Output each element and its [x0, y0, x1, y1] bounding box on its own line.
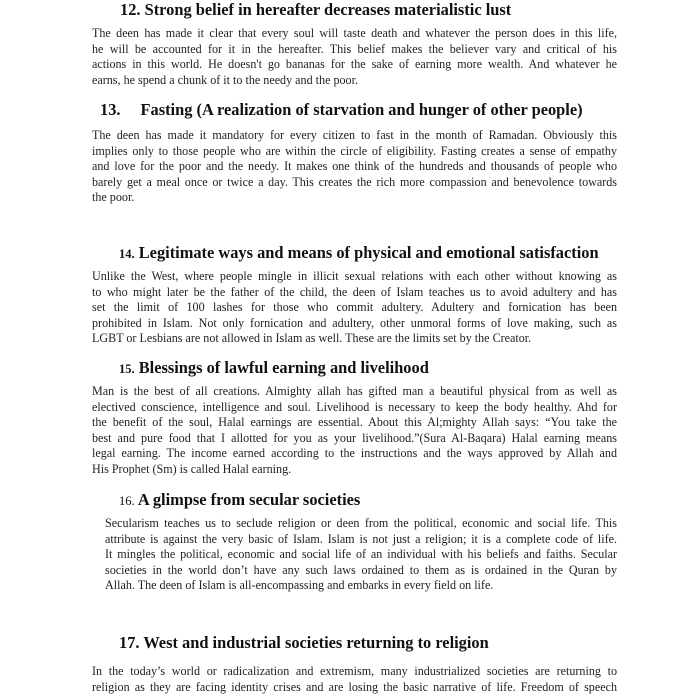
- section-title: A glimpse from secular societies: [137, 490, 361, 509]
- section-body-13: [92, 128, 617, 206]
- section-title: Strong belief in hereafter decreases materialistic lust: [144, 0, 512, 19]
- body-line: and love for the poor and the needy. It makes one think of the hundreds and thousands of people who: [92, 159, 617, 174]
- section-number: 15.: [119, 362, 135, 376]
- section-body-16: [105, 516, 617, 594]
- body-line: electived conscience, intelligence and soul. Livelihood is necessary to keep the body healthy. Ahd for: [92, 399, 617, 414]
- body-line: It mingles the political, economic and social life of an individual with his beliefs and faiths. Secular: [105, 547, 617, 562]
- body-line: LGBT or Lesbians are not allowed in Islam as well. These are the limits set by the Creator.: [92, 331, 532, 346]
- section-body-15: [92, 384, 617, 478]
- body-line: best and pure food that I allotted for you as your livelihood.”(Sura Al-Baqara) Halal earning means: [92, 430, 617, 445]
- section-number: 13.: [100, 100, 121, 119]
- body-line: Man is the best of all creations. Almighty allah has gifted man a beautiful physical from as well as: [92, 384, 617, 398]
- body-line: to who might later be the father of the child, the deen of Islam teaches us to avoid adultery and has: [92, 284, 617, 299]
- section-body-14: [92, 269, 617, 347]
- section-body-17: [92, 664, 617, 695]
- body-line: earns, he spend a chunk of it to the needy and the poor.: [92, 72, 358, 87]
- section-number: 16.: [119, 494, 135, 508]
- body-line: His Prophet (Sm) is called Halal earning.: [92, 461, 292, 476]
- section-number: 17.: [119, 633, 140, 652]
- body-line: The deen has made it clear that every soul will taste death and whatever the person does in this life,: [92, 26, 617, 40]
- body-line: actions in this world. He doesn't go bananas for the sake of earning more wealth. And whatever he: [92, 57, 617, 72]
- body-line: societies in the world don’t have any such laws ordained to them as is ordained in the Quran by: [105, 562, 617, 577]
- section-heading-15: [119, 358, 429, 379]
- body-line: the benefit of the soul, Halal earnings are essential. About this Al;mighty Allah says: “You take the: [92, 415, 617, 430]
- section-number: 12.: [120, 0, 141, 19]
- section-heading-17: [119, 633, 489, 653]
- section-title: Fasting (A realization of starvation and hunger of other people): [140, 100, 583, 119]
- body-line: barely get a meal once or twice a day. This creates the rich more compassion and benevolence towards: [92, 174, 617, 189]
- body-line: implies only to those people who are within the circle of eligibility. Fasting creates a sense of empathy: [92, 143, 617, 158]
- body-line: legal earning. The income earned according to the instructions and the ways approved by Allah and: [92, 446, 617, 461]
- body-line: attribute is against the very basic of Islam. Islam is not just a religion; it is a complete code of life.: [105, 531, 617, 546]
- body-line: Allah. The deen of Islam is all-encompassing and embarks in every field on life.: [105, 578, 494, 593]
- body-line: set the limit of 100 lashes for those who commit adultery. Adultery and fornication has been: [92, 300, 617, 315]
- body-line: prohibited in Islam. Not only fornication and adultery, other unmoral forms of love making, such as: [92, 315, 617, 330]
- body-line: Unlike the West, where people mingle in illicit sexual relations with each other without knowing as: [92, 269, 617, 283]
- body-line: The deen has made it mandatory for every citizen to fast in the month of Ramadan. Obviously this: [92, 128, 617, 142]
- section-heading-13: [100, 100, 583, 120]
- section-title: Legitimate ways and means of physical and emotional satisfaction: [138, 243, 599, 262]
- body-line: Secularism teaches us to seclude religion or deen from the political, economic and social life. This: [105, 516, 617, 530]
- body-line: In the today’s world or radicalization and extremism, many industrialized societies are returning to: [92, 664, 617, 678]
- body-line: he will be accounted for it in the hereafter. This belief makes the believer vary and critical of his: [92, 41, 617, 56]
- section-heading-12: [120, 0, 511, 20]
- section-number: 14.: [119, 247, 135, 261]
- section-heading-14: [119, 243, 599, 264]
- section-heading-16: [119, 490, 360, 511]
- section-title: West and industrial societies returning to religion: [143, 633, 489, 652]
- section-title: Blessings of lawful earning and livelihood: [138, 358, 429, 377]
- body-line: religion as they are facing identity crises and are losing the basic narrative of life. Freedom of speech: [92, 679, 617, 694]
- section-body-12: [92, 26, 617, 88]
- body-line: the poor.: [92, 190, 135, 205]
